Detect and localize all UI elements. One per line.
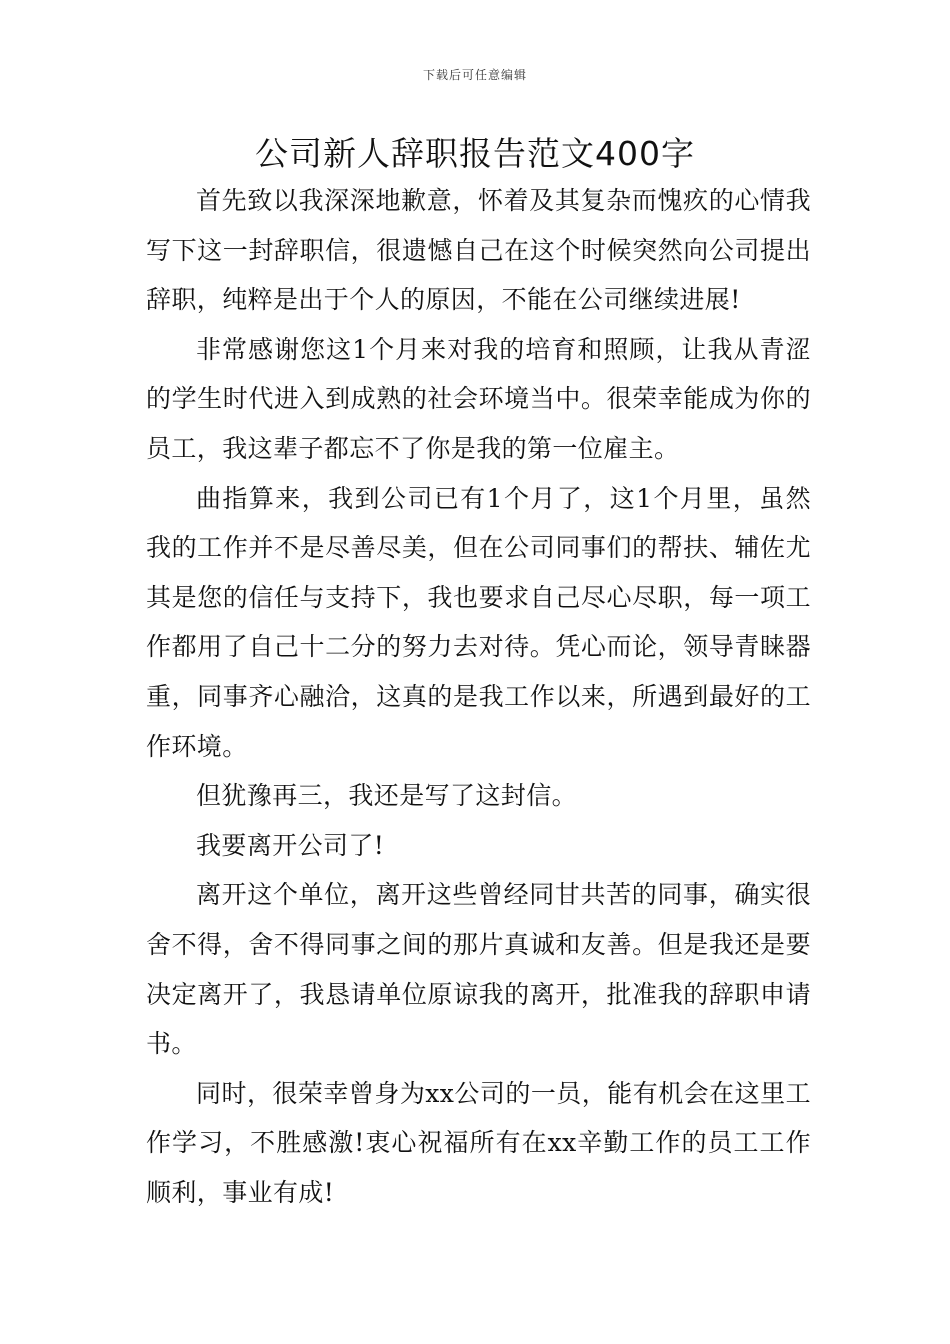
paragraph-4: 但犹豫再三，我还是写了这封信。 (196, 781, 578, 811)
document-title: 公司新人辞职报告范文400字 (255, 134, 695, 173)
paragraph-3: 曲指算来，我到公司已有1个月了，这1个月里，虽然我的工作并不是尽善尽美，但在公司同事们的帮扶、辅佐尤其是您的信任与支持下，我也要求自己尽心尽职，每一项工作都用了自己十二分的努力去对待。凭心而论，领导青睐器重，同事齐心融洽，这真的是我工作以来，所遇到最好的工作环境。 (146, 483, 811, 761)
paragraph-7: 同时，很荣幸曾身为xx公司的一员，能有机会在这里工作学习，不胜感激!衷心祝福所有在xx辛勤工作的员工工作顺利，事业有成! (146, 1078, 811, 1207)
paragraph-5: 我要离开公司了! (196, 830, 385, 860)
header-note: 下载后可任意编辑 (422, 68, 527, 82)
paragraph-6: 离开这个单位，离开这些曾经同甘共苦的同事，确实很舍不得，舍不得同事之间的那片真诚和友善。但是我还是要决定离开了，我恳请单位原谅我的离开，批准我的辞职申请书。 (146, 880, 811, 1059)
paragraph-1: 首先致以我深深地歉意，怀着及其复杂而愧疚的心情我写下这一封辞职信，很遗憾自己在这个时候突然向公司提出辞职，纯粹是出于个人的原因，不能在公司继续进展! (146, 186, 811, 315)
document-body (146, 176, 811, 1217)
paragraph-2: 非常感谢您这1个月来对我的培育和照顾，让我从青涩的学生时代进入到成熟的社会环境当中。很荣幸能成为你的员工，我这辈子都忘不了你是我的第一位雇主。 (146, 334, 811, 463)
